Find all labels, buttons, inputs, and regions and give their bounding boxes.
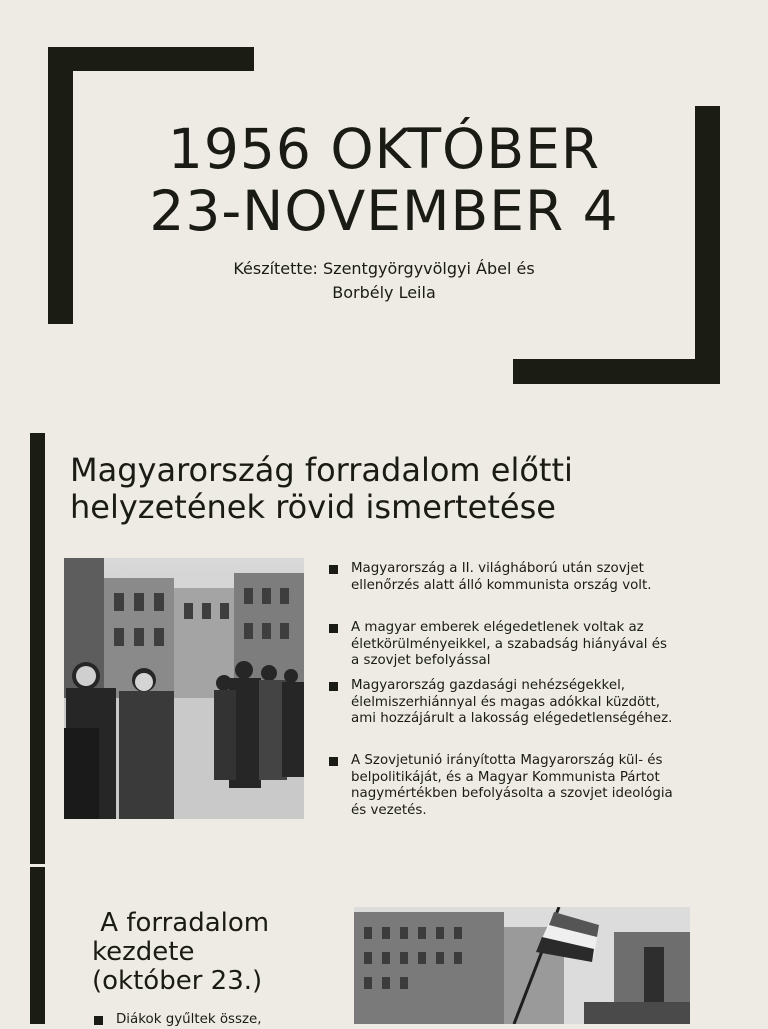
- square-bullet-icon: [329, 682, 338, 691]
- historical-street-photo: [64, 558, 304, 819]
- bullet-text-line: Diákok gyűltek össze,: [116, 1012, 262, 1027]
- left-accent-bar: [30, 433, 45, 864]
- heading2-line-3: (október 23.): [92, 966, 263, 996]
- bullet-text-line: Magyarország a II. világháború után szovjet: [351, 561, 644, 576]
- heading-line-1: Magyarország forradalom előtti: [70, 451, 573, 489]
- heading-line-2: helyzetének rövid ismertetése: [70, 488, 556, 526]
- bullet-text-line: és vezetés.: [351, 802, 427, 818]
- bullet-text-line: A Szovjetunió irányította Magyarország kül- és: [351, 753, 663, 768]
- bullet-text-line: Magyarország gazdasági nehézségekkel,: [351, 678, 626, 693]
- bracket-bottom-right-vertical: [695, 106, 720, 384]
- list-item: [329, 620, 731, 670]
- heading2-line-1: A forradalom: [92, 908, 270, 938]
- title-line-1: 1956 OKTÓBER: [167, 117, 601, 181]
- title-line-2: 23-NOVEMBER 4: [149, 179, 619, 243]
- bracket-top-left-vertical: [48, 47, 73, 324]
- bullet-text-line: élelmiszerhiánnyal és magas adókkal küzdött,: [351, 694, 661, 710]
- list-item: [329, 678, 741, 728]
- flag-crowd-photo: [354, 907, 690, 1024]
- section-heading-2: [92, 909, 332, 996]
- square-bullet-icon: [329, 565, 338, 574]
- section-heading: [70, 452, 690, 526]
- heading2-line-2: kezdete: [92, 937, 195, 967]
- author-subtitle: [180, 257, 588, 305]
- bullet-text-line: ellenőrzés alatt álló kommunista ország volt.: [351, 577, 652, 593]
- subtitle-line-1: Készítette: Szentgyörgyvölgyi Ábel és: [233, 259, 535, 278]
- square-bullet-icon: [329, 624, 338, 633]
- list-item: [329, 753, 741, 819]
- page-title: [100, 118, 668, 242]
- bullet-text-line: A magyar emberek elégedetlenek voltak az: [351, 620, 644, 635]
- bracket-bottom-right-horizontal: [513, 359, 720, 384]
- bullet-text-line: ami hozzájárult a lakosság elégedetlenségéhez.: [351, 711, 673, 726]
- bullet-text-line: életkörülményeikkel, a szabadság hiányával és: [351, 636, 667, 652]
- subtitle-line-2: Borbély Leila: [332, 283, 436, 302]
- square-bullet-icon: [329, 757, 338, 766]
- list-item: [329, 561, 731, 594]
- bullet-text-line: nagymértékben befolyásolta a szovjet ideológia: [351, 786, 673, 801]
- flag-photo-graphic: [354, 907, 690, 1024]
- bullet-text-line: belpolitikáját, és a Magyar Kommunista Pártot: [351, 769, 660, 785]
- left-accent-bar-2: [30, 867, 45, 1024]
- bracket-top-left-horizontal: [48, 47, 254, 71]
- bullet-text-line: a szovjet befolyással: [351, 653, 491, 668]
- street-photo-graphic: [64, 558, 304, 819]
- list-item: [94, 1012, 336, 1029]
